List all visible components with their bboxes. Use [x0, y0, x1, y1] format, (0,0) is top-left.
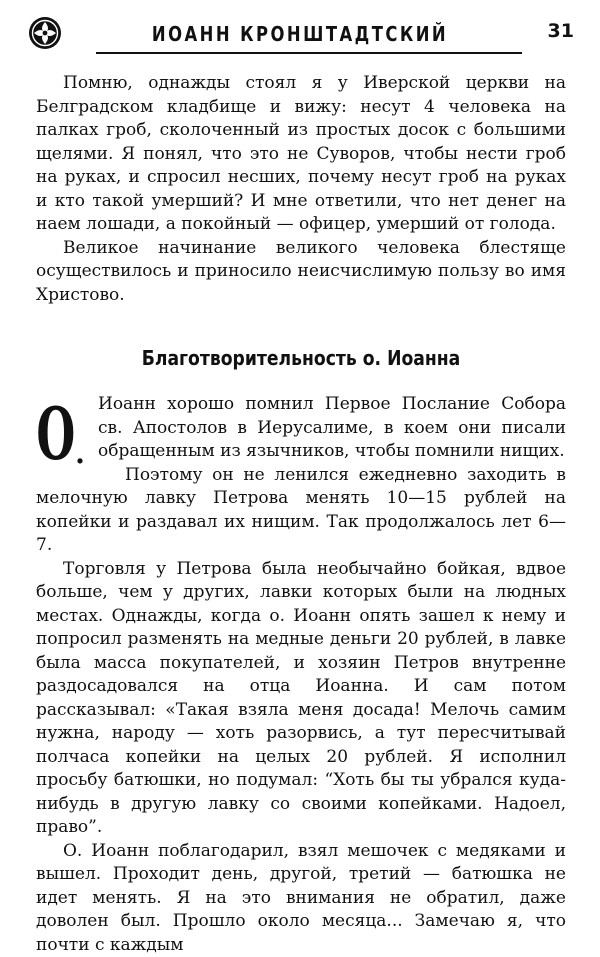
section-heading: Благотворительность о. Иоанна: [73, 346, 529, 370]
first-paragraph: [36, 393, 566, 464]
header-rule: [96, 52, 522, 54]
page-header: [26, 14, 574, 54]
dropcap-letter: О: [36, 397, 75, 473]
paragraph: Великое начинание великого человека блестяще осуществилось и приносило неисчислимую пользу во имя Христово.: [36, 237, 566, 308]
paragraph: О. Иоанн поблагодарил, взял мешочек с медяками и вышел. Проходит день, другой, третий — батюшка не идет менять. Я на это внимания не обратил, даже доволен был. Прошло около месяца... Замечаю я, что почти с каждым: [36, 840, 566, 957]
paragraph: Поэтому он не ленился ежедневно заходить в мелочную лавку Петрова менять 10—15 рублей на копейки и раздавал их нищим. Так продолжалось лет 6—7.: [36, 464, 566, 558]
ornament-emblem-icon: [28, 16, 62, 50]
first-paragraph-text: Иоанн хорошо помнил Первое Послание Собора св. Апостолов в Иерусалиме, в коем они писали обращенным из язычников, чтобы помнили нищих.: [98, 394, 566, 461]
paragraph: Торговля у Петрова была необычайно бойкая, вдвое больше, чем у других, лавки которых были на людных местах. Однажды, когда о. Иоанн опять зашел к нему и попросил разменять на медные деньги 20 рублей, в лавке была масса покупателей, и хозяин Петров внутренне раздосадовался на отца Иоанна. И сам потом рассказывал: «Такая взяла меня досада! Мелочь самим нужна, народу — хоть разорвись, а тут пересчитывай полчаса копейки на целых 20 рублей. Я исполнил просьбу батюшки, но подумал: “Хоть бы ты убрался куда-нибудь в другую лавку со своими копейками. Надоел, право”.: [36, 558, 566, 840]
text-block-top: [36, 72, 566, 307]
dropcap: [36, 397, 88, 473]
dropcap-dot: .: [75, 437, 85, 470]
text-block-section: [36, 393, 566, 957]
page-number: 31: [548, 20, 574, 42]
running-title: ИОАНН КРОНШТАДТСКИЙ: [116, 22, 483, 46]
paragraph: Помню, однажды стоял я у Иверской церкви на Белградском кладбище и вижу: несут 4 человека на палках гроб, сколоченный из простых досок с большими щелями. Я понял, что это не Суворов, чтобы нести гроб на руках, и спросил несших, почему несут гроб на руках и кто такой умерший? И мне ответили, что нет денег на наем лошади, а покойный — офицер, умерший от голода.: [36, 72, 566, 237]
